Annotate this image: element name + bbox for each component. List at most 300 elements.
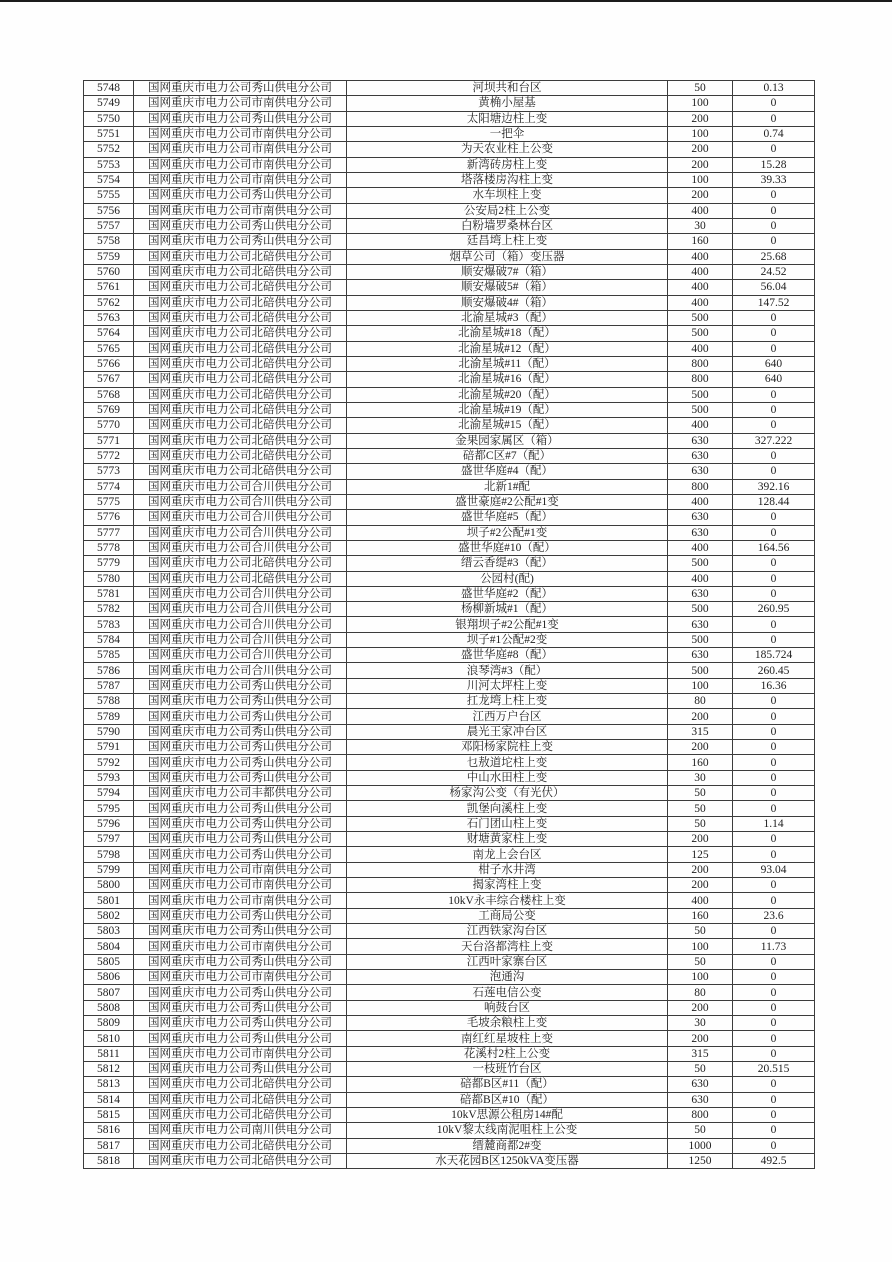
- company-cell: 国网重庆市电力公司北碚供电分公司: [134, 1092, 347, 1107]
- station-name-cell: 为天农业柱上公变: [347, 142, 668, 157]
- row-number-cell: 5764: [84, 326, 134, 341]
- station-name-cell: 盛世华庭#8（配）: [347, 648, 668, 663]
- table-row: [84, 602, 815, 617]
- station-name-cell: 江西叶家寨台区: [347, 954, 668, 969]
- company-cell: 国网重庆市电力公司市南供电分公司: [134, 96, 347, 111]
- value-cell: 0.74: [733, 126, 815, 141]
- value-cell: 0: [733, 341, 815, 356]
- capacity-cell: 50: [668, 81, 733, 96]
- company-cell: 国网重庆市电力公司秀山供电分公司: [134, 1031, 347, 1046]
- station-name-cell: 水天花园B区1250kVA变压器: [347, 1153, 668, 1168]
- value-cell: 128.44: [733, 494, 815, 509]
- capacity-cell: 125: [668, 847, 733, 862]
- company-cell: 国网重庆市电力公司北碚供电分公司: [134, 280, 347, 295]
- capacity-cell: 630: [668, 525, 733, 540]
- row-number-cell: 5749: [84, 96, 134, 111]
- table-row: [84, 402, 815, 417]
- row-number-cell: 5767: [84, 372, 134, 387]
- value-cell: 0: [733, 632, 815, 647]
- company-cell: 国网重庆市电力公司秀山供电分公司: [134, 740, 347, 755]
- company-cell: 国网重庆市电力公司北碚供电分公司: [134, 249, 347, 264]
- value-cell: 0: [733, 709, 815, 724]
- row-number-cell: 5805: [84, 954, 134, 969]
- capacity-cell: 200: [668, 709, 733, 724]
- table-row: [84, 356, 815, 371]
- capacity-cell: 50: [668, 1062, 733, 1077]
- value-cell: 0: [733, 1092, 815, 1107]
- company-cell: 国网重庆市电力公司北碚供电分公司: [134, 326, 347, 341]
- capacity-cell: 800: [668, 372, 733, 387]
- row-number-cell: 5816: [84, 1123, 134, 1138]
- station-name-cell: 晨光王家冲台区: [347, 724, 668, 739]
- row-number-cell: 5755: [84, 188, 134, 203]
- row-number-cell: 5748: [84, 81, 134, 96]
- table-row: [84, 954, 815, 969]
- table-row: [84, 188, 815, 203]
- table-row: [84, 556, 815, 571]
- table-row: [84, 1123, 815, 1138]
- company-cell: 国网重庆市电力公司秀山供电分公司: [134, 985, 347, 1000]
- company-cell: 国网重庆市电力公司市南供电分公司: [134, 878, 347, 893]
- station-name-cell: 花溪村2柱上公变: [347, 1046, 668, 1061]
- table-row: [84, 1077, 815, 1092]
- station-name-cell: 北渝星城#16（配）: [347, 372, 668, 387]
- value-cell: 0: [733, 464, 815, 479]
- table-row: [84, 142, 815, 157]
- capacity-cell: 400: [668, 295, 733, 310]
- table-row: [84, 126, 815, 141]
- company-cell: 国网重庆市电力公司秀山供电分公司: [134, 724, 347, 739]
- capacity-cell: 30: [668, 770, 733, 785]
- row-number-cell: 5754: [84, 172, 134, 187]
- company-cell: 国网重庆市电力公司秀山供电分公司: [134, 1000, 347, 1015]
- capacity-cell: 630: [668, 586, 733, 601]
- capacity-cell: 800: [668, 1107, 733, 1122]
- company-cell: 国网重庆市电力公司北碚供电分公司: [134, 356, 347, 371]
- station-name-cell: 盛世豪庭#2公配#1变: [347, 494, 668, 509]
- capacity-cell: 160: [668, 234, 733, 249]
- company-cell: 国网重庆市电力公司市南供电分公司: [134, 142, 347, 157]
- value-cell: 0: [733, 755, 815, 770]
- table-row: [84, 387, 815, 402]
- capacity-cell: 500: [668, 556, 733, 571]
- row-number-cell: 5781: [84, 586, 134, 601]
- capacity-cell: 630: [668, 1077, 733, 1092]
- row-number-cell: 5756: [84, 203, 134, 218]
- table-row: [84, 1000, 815, 1015]
- row-number-cell: 5795: [84, 801, 134, 816]
- company-cell: 国网重庆市电力公司合川供电分公司: [134, 602, 347, 617]
- row-number-cell: 5786: [84, 663, 134, 678]
- table-row: [84, 740, 815, 755]
- table-row: [84, 172, 815, 187]
- capacity-cell: 400: [668, 893, 733, 908]
- value-cell: 0: [733, 525, 815, 540]
- company-cell: 国网重庆市电力公司市南供电分公司: [134, 126, 347, 141]
- value-cell: 0: [733, 1016, 815, 1031]
- station-name-cell: 北渝星城#11（配）: [347, 356, 668, 371]
- company-cell: 国网重庆市电力公司市南供电分公司: [134, 970, 347, 985]
- station-name-cell: 盛世华庭#10（配）: [347, 540, 668, 555]
- table-row: [84, 801, 815, 816]
- company-cell: 国网重庆市电力公司秀山供电分公司: [134, 1016, 347, 1031]
- station-name-cell: 10kV永丰综合楼柱上变: [347, 893, 668, 908]
- table-row: [84, 525, 815, 540]
- table-row: [84, 970, 815, 985]
- station-name-cell: 10kV思源公租房14#配: [347, 1107, 668, 1122]
- row-number-cell: 5759: [84, 249, 134, 264]
- table-row: [84, 770, 815, 785]
- company-cell: 国网重庆市电力公司秀山供电分公司: [134, 954, 347, 969]
- station-name-cell: 北渝星城#20（配）: [347, 387, 668, 402]
- value-cell: 15.28: [733, 157, 815, 172]
- row-number-cell: 5809: [84, 1016, 134, 1031]
- row-number-cell: 5814: [84, 1092, 134, 1107]
- row-number-cell: 5794: [84, 786, 134, 801]
- table-row: [84, 1138, 815, 1153]
- company-cell: 国网重庆市电力公司秀山供电分公司: [134, 234, 347, 249]
- capacity-cell: 400: [668, 203, 733, 218]
- station-name-cell: 廷昌塆上柱上变: [347, 234, 668, 249]
- capacity-cell: 400: [668, 571, 733, 586]
- value-cell: 0: [733, 387, 815, 402]
- value-cell: 0: [733, 218, 815, 233]
- company-cell: 国网重庆市电力公司北碚供电分公司: [134, 464, 347, 479]
- value-cell: 260.45: [733, 663, 815, 678]
- value-cell: 640: [733, 372, 815, 387]
- table-row: [84, 326, 815, 341]
- capacity-cell: 30: [668, 1016, 733, 1031]
- station-name-cell: 顺安爆破4#（箱）: [347, 295, 668, 310]
- company-cell: 国网重庆市电力公司秀山供电分公司: [134, 709, 347, 724]
- table-row: [84, 832, 815, 847]
- station-name-cell: 揭家湾柱上变: [347, 878, 668, 893]
- value-cell: 0: [733, 801, 815, 816]
- value-cell: 0: [733, 1031, 815, 1046]
- table-row: [84, 310, 815, 325]
- station-name-cell: 河坝共和台区: [347, 81, 668, 96]
- row-number-cell: 5796: [84, 816, 134, 831]
- capacity-cell: 500: [668, 402, 733, 417]
- value-cell: 0: [733, 1000, 815, 1015]
- station-name-cell: 扛龙塆上柱上变: [347, 694, 668, 709]
- table-row: [84, 678, 815, 693]
- row-number-cell: 5750: [84, 111, 134, 126]
- station-name-cell: 一把伞: [347, 126, 668, 141]
- table-row: [84, 96, 815, 111]
- table-row: [84, 709, 815, 724]
- value-cell: 0: [733, 786, 815, 801]
- company-cell: 国网重庆市电力公司丰都供电分公司: [134, 786, 347, 801]
- value-cell: 0: [733, 96, 815, 111]
- value-cell: 24.52: [733, 264, 815, 279]
- company-cell: 国网重庆市电力公司秀山供电分公司: [134, 755, 347, 770]
- row-number-cell: 5785: [84, 648, 134, 663]
- capacity-cell: 100: [668, 678, 733, 693]
- station-name-cell: 江西铁家沟台区: [347, 924, 668, 939]
- company-cell: 国网重庆市电力公司秀山供电分公司: [134, 816, 347, 831]
- station-name-cell: 北渝星城#12（配）: [347, 341, 668, 356]
- table-row: [84, 1092, 815, 1107]
- company-cell: 国网重庆市电力公司合川供电分公司: [134, 525, 347, 540]
- company-cell: 国网重庆市电力公司秀山供电分公司: [134, 924, 347, 939]
- value-cell: 0: [733, 770, 815, 785]
- value-cell: 23.6: [733, 908, 815, 923]
- station-name-cell: 盛世华庭#2（配）: [347, 586, 668, 601]
- capacity-cell: 315: [668, 724, 733, 739]
- capacity-cell: 400: [668, 341, 733, 356]
- station-name-cell: 南龙上会台区: [347, 847, 668, 862]
- station-name-cell: 北新1#配: [347, 479, 668, 494]
- table-row: [84, 372, 815, 387]
- capacity-cell: 200: [668, 1000, 733, 1015]
- table-row: [84, 540, 815, 555]
- row-number-cell: 5800: [84, 878, 134, 893]
- company-cell: 国网重庆市电力公司北碚供电分公司: [134, 402, 347, 417]
- company-cell: 国网重庆市电力公司北碚供电分公司: [134, 1153, 347, 1168]
- capacity-cell: 200: [668, 878, 733, 893]
- station-name-cell: 响鼓台区: [347, 1000, 668, 1015]
- capacity-cell: 315: [668, 1046, 733, 1061]
- capacity-cell: 50: [668, 786, 733, 801]
- value-cell: 0: [733, 954, 815, 969]
- value-cell: 0: [733, 893, 815, 908]
- station-name-cell: 公园村(配): [347, 571, 668, 586]
- station-name-cell: 浪琴湾#3（配）: [347, 663, 668, 678]
- capacity-cell: 800: [668, 479, 733, 494]
- table-row: [84, 1153, 815, 1168]
- row-number-cell: 5790: [84, 724, 134, 739]
- value-cell: 0: [733, 418, 815, 433]
- row-number-cell: 5812: [84, 1062, 134, 1077]
- table-body: [84, 81, 815, 1169]
- company-cell: 国网重庆市电力公司合川供电分公司: [134, 648, 347, 663]
- station-name-cell: 川河太坪柱上变: [347, 678, 668, 693]
- station-name-cell: 缙云香缇#3（配）: [347, 556, 668, 571]
- value-cell: 0: [733, 832, 815, 847]
- station-name-cell: 泡通沟: [347, 970, 668, 985]
- company-cell: 国网重庆市电力公司北碚供电分公司: [134, 310, 347, 325]
- company-cell: 国网重庆市电力公司合川供电分公司: [134, 663, 347, 678]
- table-row: [84, 1031, 815, 1046]
- value-cell: 0: [733, 1123, 815, 1138]
- row-number-cell: 5769: [84, 402, 134, 417]
- row-number-cell: 5762: [84, 295, 134, 310]
- capacity-cell: 630: [668, 510, 733, 525]
- station-name-cell: 碚都B区#11（配）: [347, 1077, 668, 1092]
- table-row: [84, 479, 815, 494]
- capacity-cell: 100: [668, 970, 733, 985]
- row-number-cell: 5760: [84, 264, 134, 279]
- table-row: [84, 648, 815, 663]
- row-number-cell: 5770: [84, 418, 134, 433]
- row-number-cell: 5803: [84, 924, 134, 939]
- row-number-cell: 5797: [84, 832, 134, 847]
- capacity-cell: 160: [668, 908, 733, 923]
- value-cell: 0: [733, 586, 815, 601]
- capacity-cell: 1000: [668, 1138, 733, 1153]
- station-name-cell: 杨柳新城#1（配）: [347, 602, 668, 617]
- value-cell: 0: [733, 571, 815, 586]
- capacity-cell: 200: [668, 188, 733, 203]
- capacity-cell: 50: [668, 1123, 733, 1138]
- row-number-cell: 5757: [84, 218, 134, 233]
- capacity-cell: 80: [668, 694, 733, 709]
- station-name-cell: 新湾砖房柱上变: [347, 157, 668, 172]
- station-name-cell: 毛坡余粮柱上变: [347, 1016, 668, 1031]
- value-cell: 0: [733, 1077, 815, 1092]
- station-name-cell: 财塘黄家柱上变: [347, 832, 668, 847]
- station-name-cell: 天台洛都湾柱上变: [347, 939, 668, 954]
- table-row: [84, 1016, 815, 1031]
- value-cell: 0: [733, 847, 815, 862]
- row-number-cell: 5782: [84, 602, 134, 617]
- capacity-cell: 500: [668, 310, 733, 325]
- row-number-cell: 5751: [84, 126, 134, 141]
- station-name-cell: 坝子#1公配#2变: [347, 632, 668, 647]
- value-cell: 0: [733, 510, 815, 525]
- company-cell: 国网重庆市电力公司市南供电分公司: [134, 157, 347, 172]
- row-number-cell: 5787: [84, 678, 134, 693]
- row-number-cell: 5810: [84, 1031, 134, 1046]
- station-name-cell: 烟草公司（箱）变压器: [347, 249, 668, 264]
- capacity-cell: 630: [668, 648, 733, 663]
- table-row: [84, 862, 815, 877]
- station-name-cell: 杨家沟公变（有光伏）: [347, 786, 668, 801]
- station-name-cell: 北渝星城#3（配）: [347, 310, 668, 325]
- capacity-cell: 500: [668, 326, 733, 341]
- value-cell: 0.13: [733, 81, 815, 96]
- company-cell: 国网重庆市电力公司北碚供电分公司: [134, 418, 347, 433]
- company-cell: 国网重庆市电力公司合川供电分公司: [134, 617, 347, 632]
- capacity-cell: 200: [668, 832, 733, 847]
- row-number-cell: 5766: [84, 356, 134, 371]
- station-name-cell: 黄桷小屋基: [347, 96, 668, 111]
- company-cell: 国网重庆市电力公司北碚供电分公司: [134, 1077, 347, 1092]
- row-number-cell: 5808: [84, 1000, 134, 1015]
- capacity-cell: 100: [668, 126, 733, 141]
- company-cell: 国网重庆市电力公司南川供电分公司: [134, 1123, 347, 1138]
- station-name-cell: 北渝星城#15（配）: [347, 418, 668, 433]
- value-cell: 0: [733, 402, 815, 417]
- value-cell: 492.5: [733, 1153, 815, 1168]
- company-cell: 国网重庆市电力公司北碚供电分公司: [134, 448, 347, 463]
- capacity-cell: 200: [668, 111, 733, 126]
- value-cell: 0: [733, 924, 815, 939]
- row-number-cell: 5813: [84, 1077, 134, 1092]
- company-cell: 国网重庆市电力公司秀山供电分公司: [134, 832, 347, 847]
- capacity-cell: 630: [668, 1092, 733, 1107]
- row-number-cell: 5752: [84, 142, 134, 157]
- table-row: [84, 1046, 815, 1061]
- capacity-cell: 200: [668, 142, 733, 157]
- capacity-cell: 200: [668, 157, 733, 172]
- row-number-cell: 5793: [84, 770, 134, 785]
- table-row: [84, 632, 815, 647]
- row-number-cell: 5815: [84, 1107, 134, 1122]
- row-number-cell: 5772: [84, 448, 134, 463]
- company-cell: 国网重庆市电力公司合川供电分公司: [134, 494, 347, 509]
- company-cell: 国网重庆市电力公司秀山供电分公司: [134, 81, 347, 96]
- capacity-cell: 630: [668, 433, 733, 448]
- company-cell: 国网重庆市电力公司秀山供电分公司: [134, 801, 347, 816]
- table-row: [84, 464, 815, 479]
- table-row: [84, 418, 815, 433]
- company-cell: 国网重庆市电力公司秀山供电分公司: [134, 188, 347, 203]
- row-number-cell: 5779: [84, 556, 134, 571]
- value-cell: 0: [733, 556, 815, 571]
- row-number-cell: 5806: [84, 970, 134, 985]
- station-name-cell: 中山水田柱上变: [347, 770, 668, 785]
- table-row: [84, 295, 815, 310]
- value-cell: 0: [733, 724, 815, 739]
- value-cell: 392.16: [733, 479, 815, 494]
- table-row: [84, 985, 815, 1000]
- value-cell: 0: [733, 740, 815, 755]
- row-number-cell: 5763: [84, 310, 134, 325]
- table-row: [84, 433, 815, 448]
- station-name-cell: 金果园家属区（箱）: [347, 433, 668, 448]
- company-cell: 国网重庆市电力公司秀山供电分公司: [134, 908, 347, 923]
- value-cell: 0: [733, 970, 815, 985]
- table-row: [84, 510, 815, 525]
- company-cell: 国网重庆市电力公司合川供电分公司: [134, 632, 347, 647]
- table-row: [84, 448, 815, 463]
- table-row: [84, 893, 815, 908]
- row-number-cell: 5817: [84, 1138, 134, 1153]
- value-cell: 260.95: [733, 602, 815, 617]
- capacity-cell: 630: [668, 464, 733, 479]
- table-row: [84, 1062, 815, 1077]
- station-name-cell: 缙麓商都2#变: [347, 1138, 668, 1153]
- capacity-cell: 100: [668, 96, 733, 111]
- company-cell: 国网重庆市电力公司北碚供电分公司: [134, 295, 347, 310]
- transformer-records-table: [83, 80, 815, 1169]
- station-name-cell: 盛世华庭#4（配）: [347, 464, 668, 479]
- company-cell: 国网重庆市电力公司市南供电分公司: [134, 939, 347, 954]
- company-cell: 国网重庆市电力公司北碚供电分公司: [134, 264, 347, 279]
- top-border-line: [0, 0, 892, 2]
- row-number-cell: 5792: [84, 755, 134, 770]
- table-row: [84, 878, 815, 893]
- company-cell: 国网重庆市电力公司北碚供电分公司: [134, 372, 347, 387]
- capacity-cell: 800: [668, 356, 733, 371]
- station-name-cell: 凯堡向溪柱上变: [347, 801, 668, 816]
- company-cell: 国网重庆市电力公司合川供电分公司: [134, 586, 347, 601]
- company-cell: 国网重庆市电力公司北碚供电分公司: [134, 556, 347, 571]
- capacity-cell: 200: [668, 862, 733, 877]
- row-number-cell: 5799: [84, 862, 134, 877]
- value-cell: 147.52: [733, 295, 815, 310]
- capacity-cell: 500: [668, 387, 733, 402]
- capacity-cell: 50: [668, 954, 733, 969]
- table-row: [84, 203, 815, 218]
- row-number-cell: 5783: [84, 617, 134, 632]
- value-cell: 0: [733, 142, 815, 157]
- row-number-cell: 5798: [84, 847, 134, 862]
- capacity-cell: 30: [668, 218, 733, 233]
- capacity-cell: 500: [668, 663, 733, 678]
- capacity-cell: 50: [668, 801, 733, 816]
- row-number-cell: 5773: [84, 464, 134, 479]
- table-row: [84, 341, 815, 356]
- value-cell: 0: [733, 617, 815, 632]
- value-cell: 20.515: [733, 1062, 815, 1077]
- company-cell: 国网重庆市电力公司秀山供电分公司: [134, 111, 347, 126]
- company-cell: 国网重庆市电力公司北碚供电分公司: [134, 433, 347, 448]
- capacity-cell: 630: [668, 448, 733, 463]
- capacity-cell: 160: [668, 755, 733, 770]
